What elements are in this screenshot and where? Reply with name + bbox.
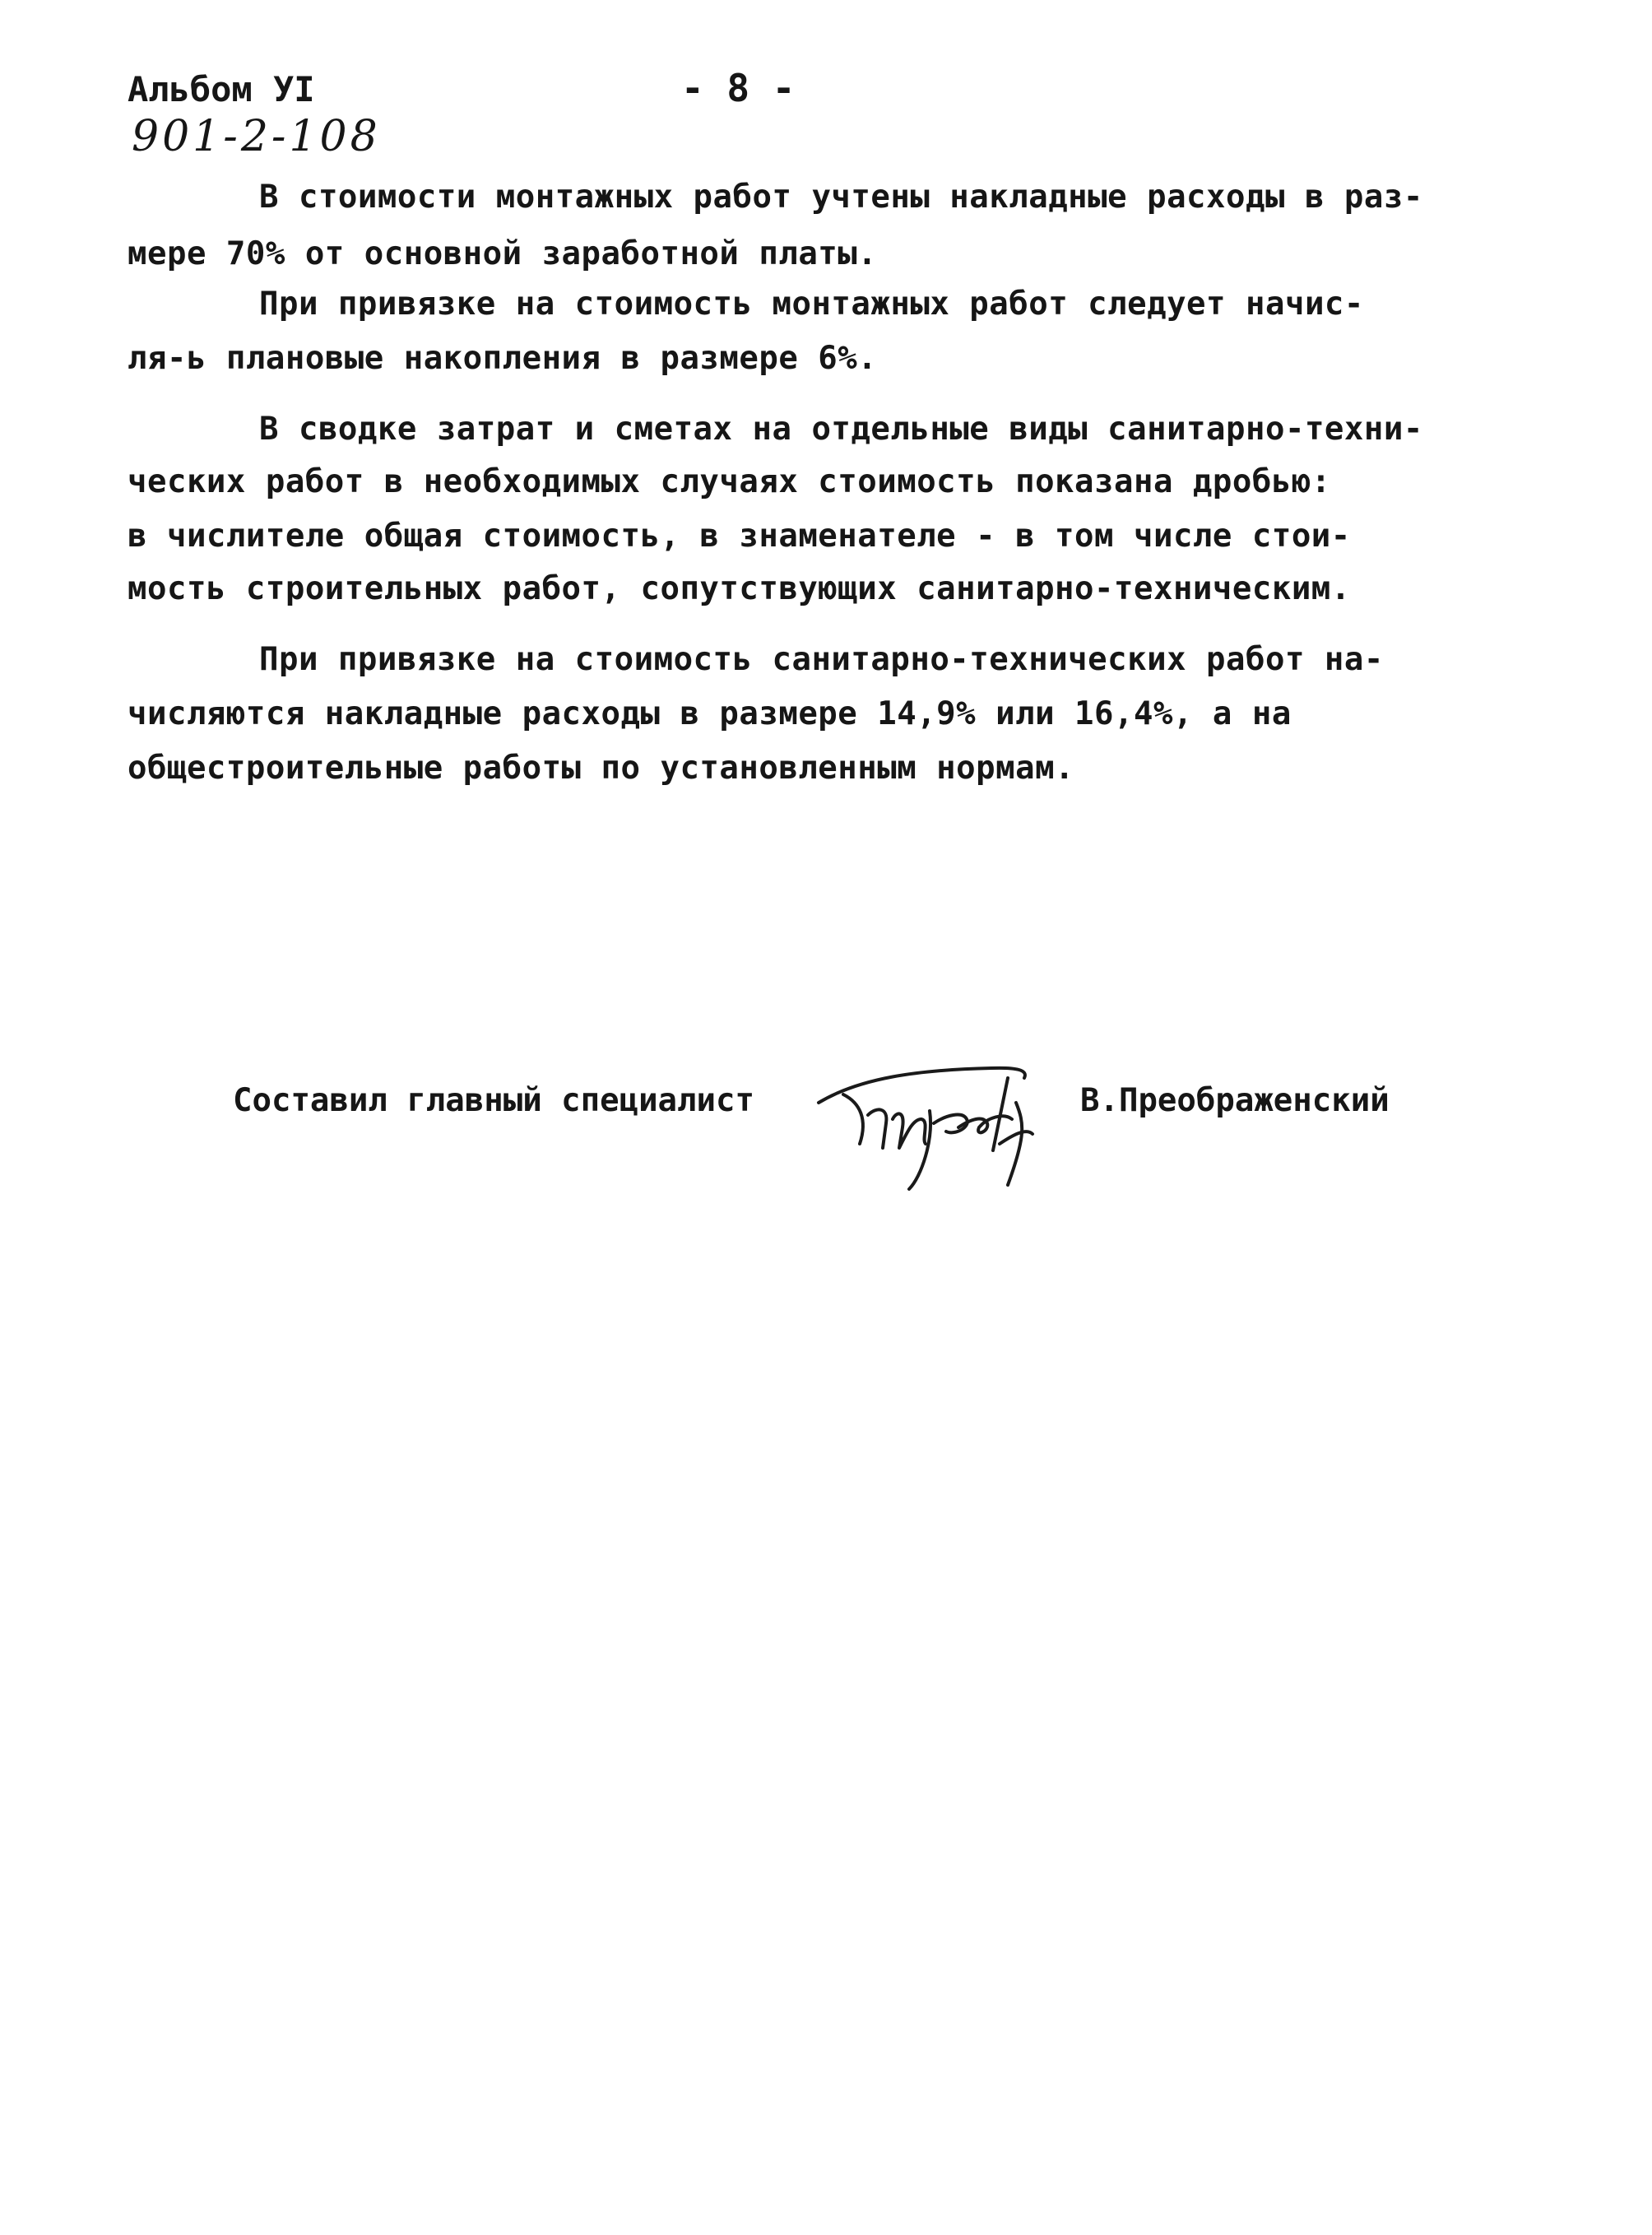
text-line: ля-ь плановые накопления в размере 6%. xyxy=(128,340,878,377)
text-line: общестроительные работы по установленным нормам. xyxy=(128,750,1075,787)
signer-role: Составил главный специалист xyxy=(233,1082,754,1119)
text-line: При привязке на стоимость санитарно-технических работ на- xyxy=(259,641,1384,678)
text-line: ческих работ в необходимых случаях стоимость показана дробью: xyxy=(128,463,1331,500)
text-line: В сводке затрат и сметах на отдельные виды санитарно-техни- xyxy=(259,411,1423,448)
text-line: мере 70% от основной заработной платы. xyxy=(128,235,878,272)
text-line: мость строительных работ, сопутствующих санитарно-техническим. xyxy=(128,570,1351,607)
handwritten-signature xyxy=(810,1045,1123,1201)
text-line: В стоимости монтажных работ учтены накладные расходы в раз- xyxy=(259,179,1423,216)
text-line: числяются накладные расходы в размере 14,9% или 16,4%, а на xyxy=(128,695,1292,732)
page-number: - 8 - xyxy=(681,66,796,110)
text-line: в числителе общая стоимость, в знаменателе - в том числе стои- xyxy=(128,518,1351,555)
signer-name: В.Преображенский xyxy=(1080,1082,1390,1119)
text-line: При привязке на стоимость монтажных работ следует начис- xyxy=(259,286,1364,323)
document-code: 901-2-108 xyxy=(132,112,381,161)
album-label: Альбом УI xyxy=(128,69,315,109)
